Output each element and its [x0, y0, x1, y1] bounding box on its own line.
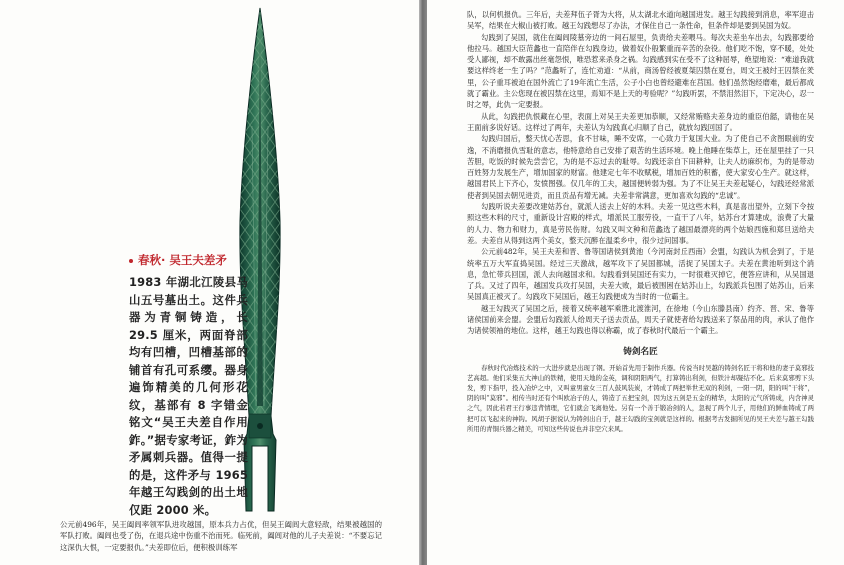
bullet-dot-icon	[129, 259, 133, 263]
left-page	[0, 0, 419, 565]
page-gutter	[419, 0, 427, 565]
paragraph: 公元前482年，吴王夫差和晋、鲁等国诸侯到黄池（今河南封丘西南）会盟，勾践认为机会到了，于是统率五万大军直捣吴国。经过三天激战，越军攻下了吴国都城，活捉了吴国太子。夫差在黄池听到这个消息，急忙带兵回国，派人去向越国求和。勾践看到吴国还有实力，一时很难灭掉它，便答应讲和，从吴国退了兵。又过了四年，越国发兵攻打吴国，夫差大败，最后被围困在姑苏山上，勾践派兵包围了姑苏山，后来吴国真正被灭了。勾践攻下吴国后，越王勾践便成为当时的一位霸主。	[467, 247, 814, 302]
paragraph: 队，以何机报仇。三年后，夫差拜伍子胥为大将，从太湖北水道向越国进发。越王勾践接到消息，率军迎击吴军，结果在大椒山被打败。越王勾践想尽了办法，才保住自己一条性命，但条件却是要到吴国为奴。	[467, 10, 814, 31]
section-heading: 铸剑名匠	[623, 346, 658, 357]
paragraph: 勾践归国后，整天忧心苦思，食不甘味，睡不安席，一心致力于复国大业。为了使自己不贪图眼前的安逸，不消磨报仇雪耻的意志，他特意给自己安排了艰苦的生活环境。晚上他睡在柴草上，还在屋里挂了一只苦胆，吃饭的时候先尝尝它，为的是不忘过去的耻辱。勾践还亲自下田耕种，让夫人纺麻织布，为的是带动百姓努力发展生产，增加国家的财富。他建定七年不收赋税，增加百姓的积蓄，使大家安心生产。就这样，越国君民上下齐心，发愤图强。仅几年的工夫，越国便转弱为强。为了不让吴王夫差起疑心，勾践还经常派使者到吴国去朝见进贡，而且贡品有增无减。夫差非常满意，更加喜欢勾践的“忠诚”。	[467, 134, 814, 200]
artifact-caption	[129, 252, 248, 519]
right-page-text-column	[467, 9, 814, 434]
paragraph: 勾践听说夫差要改建姑苏台，就派人送去上好的木料。夫差一见这些木料，真是喜出望外，立刻下令按照这些木料的尺寸，重新设计宫殿的样式，增派民工服劳役，一直干了八年，姑苏台才算建成，浪费了大量的人力、物力和财力，真是劳民伤财。勾践又叫文种和范蠡选了越国最漂亮的两个姑娘西施和郑旦送给夫差。夫差自从得到这两个美女，整天沉醉在温柔乡中，很少过问国事。	[467, 202, 814, 245]
paragraph: 勾践到了吴国，就住在阖闾陵墓旁边的一间石屋里，负责给夫差喂马。每次夫差坐车出去，勾践都要给他拉马。越国大臣范蠡也一直陪伴在勾践身边，做着奴仆般繁重而辛苦的杂役。他们吃不饱，穿不暖，处处受人鄙视，却不敢露出丝毫怨恨，唯恐惹来杀身之祸。勾践感到实在受不了这种屈辱，绝望地说：“难道我就要这样终老一生了吗？”范蠡听了，连忙劝道：“从前，商汤曾经被夏桀囚禁在夏台，周文王被纣王囚禁在羑里，公子重耳被迫在国外流亡了19年流亡生活，公子小白也曾经避难在莒国。他们虽然饱经磨难，最后都成就了霸业。主公您现在被囚禁在这里，焉知不是上天的考验呢？”勾践听罢，不禁泪然泪下，下定决心，忍一时之辱，此仇一定要报。	[467, 32, 814, 110]
caption-title-text: 春秋· 吴王夫差矛	[138, 253, 227, 267]
caption-title	[129, 252, 248, 268]
paragraph: 从此，勾践把仇恨藏在心里，表面上对吴王夫差更加恭顺，又经常贿赂夫差身边的重臣伯嚭，请他在吴王面前多说好话。这样过了两年，夫差认为勾践真心归顺了自己，就放勾践回国了。	[467, 111, 814, 132]
right-page	[427, 0, 844, 565]
left-page-bottom-paragraph: 公元前496年，吴王阖闾率领军队进攻越国，原本兵力占优，但吴王阖闾大意轻敌，结果被越国的军队打败。阖闾也受了伤，在退兵途中伤重不治而死。临死前，阖闾对他的儿子夫差说：“不要忘记这深仇大恨，一定要报仇。”夫差即位后，便积极训练军	[60, 520, 382, 552]
paragraph: 越王勾践灭了吴国之后，接着又统率越军乘胜北渡淮河，在徐地（今山东滕县南）约齐、晋、宋、鲁等诸侯国前来会盟。会盟后勾践派人给周天子送去贡品，周天子就使者给勾践送来了祭品用的肉，承认了他作为诸侯领袖的地位。这样，越王勾践也得以称霸，成了春秋时代最后一个霸主。	[467, 303, 814, 336]
caption-body: 1983 年湖北江陵县马山五号墓出土。这件兵器为青铜铸造，长 29.5 厘米，两面脊部均有凹槽，凹槽基部的铺首有孔可系缨。器身遍饰精美的几何形花纹，基部有 8 字错金铭文“吴王夫差自作用鈼。”据专家考证，鈼为矛属刺兵器。值得一提的是，这件矛与 1965 年越王勾践剑的出土地仅距 2000 米。	[129, 275, 248, 517]
section-paragraph: 春秋时代冶炼技术的一大进步就是出现了钢。开始首先用于制作兵器。传说当时吴越的铸剑名匠干将和他的妻子莫邪技艺高超。他们采集五大神山的铁精，使用天地的金英，调和阴阳两气，打算铸出利剑，但铁汁却凝结不化。后来莫邪剪下头发，剪下指甲，投入冶炉之中，又叫童男童女三百人鼓风装炭，才铸成了两把举世无双的利剑，一阳一阴，阳的叫“干将”，阴的叫“莫邪”。相传当时还有个叫欧冶子的人，铸造了五把宝剑，因为这五剑是五金的精华，太阳的元气所铸成，内含神灵之气，因此若君王行事违背情理，它们就会飞离他处。另有一个善于锻冶剑的人，忽视了两个儿子，用他们的鲜血铸成了两把可以飞起来的神钩。风胡子据说认为铸剑出自于，越王勾践的宝剑就是这样的。根据考古发掘所见的吴王夫差与越王勾践所用的青铜兵器之精美，可知这些传说也并非空穴来风。	[467, 363, 814, 433]
